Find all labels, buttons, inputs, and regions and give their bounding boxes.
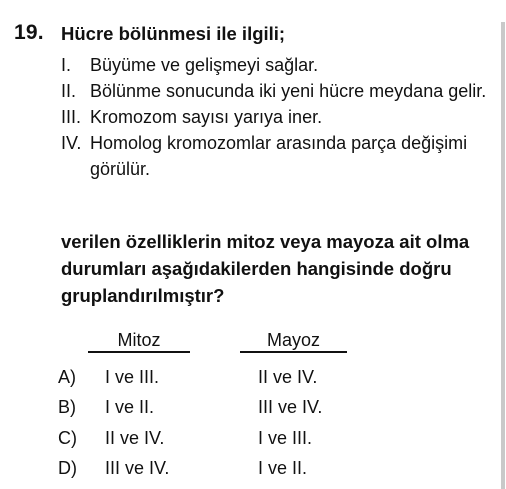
option-letter: D) (58, 458, 77, 478)
question-stem: Hücre bölünmesi ile ilgili; (61, 23, 286, 44)
option-b[interactable] (58, 397, 418, 423)
statement-number: IV. (61, 133, 82, 153)
column-header-mayoz: Mayoz (266, 330, 320, 350)
statement-text: Bölünme sonucunda iki yeni hücre meydana gelir. (90, 81, 487, 101)
option-a[interactable] (58, 367, 418, 393)
option-mayoz-value: I ve III. (258, 428, 313, 448)
option-mitoz-value: I ve II. (105, 397, 155, 417)
statement-text: Büyüme ve gelişmeyi sağlar. (90, 55, 319, 75)
option-d[interactable] (58, 458, 418, 484)
option-mayoz-value: III ve IV. (258, 397, 323, 417)
option-mitoz-value: II ve IV. (105, 428, 165, 448)
column-header-mitoz: Mitoz (117, 330, 161, 350)
column-underline-mayoz (240, 351, 347, 353)
page-scrollbar[interactable] (501, 22, 505, 489)
statement-list (61, 52, 501, 182)
option-mayoz-value: II ve IV. (258, 367, 318, 387)
option-mitoz-value: I ve III. (105, 367, 160, 387)
statement-3 (61, 104, 501, 130)
option-letter: C) (58, 428, 77, 448)
statement-text: Homolog kromozomlar arasında parça değişimi görülür. (90, 133, 468, 179)
statement-1 (61, 52, 501, 78)
option-c[interactable] (58, 428, 418, 454)
option-mayoz-value: I ve II. (258, 458, 308, 478)
question-number: 19. (14, 21, 44, 44)
statement-text: Kromozom sayısı yarıya iner. (90, 107, 323, 127)
option-mitoz-value: III ve IV. (105, 458, 170, 478)
statement-number: I. (61, 55, 72, 75)
statement-number: II. (61, 81, 77, 101)
option-letter: A) (58, 367, 76, 387)
statement-4 (61, 130, 501, 182)
column-underline-mitoz (88, 351, 190, 353)
question-prompt: verilen özelliklerin mitoz veya mayoza ait olma durumları aşağıdakilerden hangisinde doğru gruplandırılmıştır? (61, 231, 470, 306)
option-letter: B) (58, 397, 76, 417)
statement-number: III. (61, 107, 82, 127)
statement-2 (61, 78, 501, 104)
